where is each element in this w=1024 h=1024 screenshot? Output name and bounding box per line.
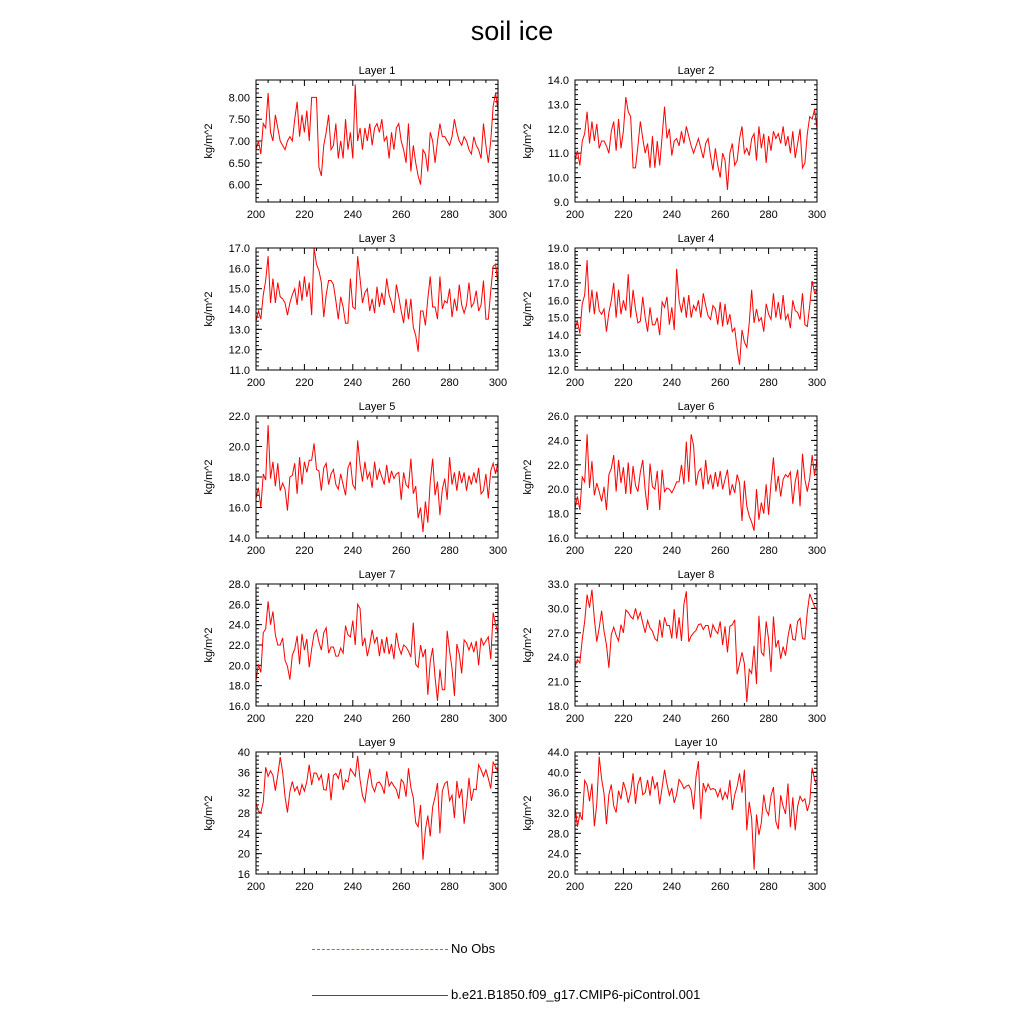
series-line <box>256 248 498 352</box>
x-tick-label: 240 <box>662 713 681 725</box>
y-tick-label: 12.0 <box>228 344 250 357</box>
x-tick-label: 260 <box>392 545 411 557</box>
y-tick-label: 9.0 <box>553 197 569 209</box>
y-axis-label: kg/m^2 <box>203 123 215 159</box>
x-tick-label: 280 <box>759 713 778 725</box>
x-tick-label: 200 <box>246 713 266 725</box>
x-tick-label: 300 <box>488 713 508 725</box>
panel-title: Layer 8 <box>677 569 715 581</box>
x-tick-label: 300 <box>488 209 508 221</box>
y-tick-label: 14.0 <box>228 533 250 545</box>
x-tick-label: 280 <box>759 881 778 893</box>
panel-3 <box>203 233 507 389</box>
y-tick-label: 28 <box>237 808 250 820</box>
x-tick-label: 200 <box>246 209 266 221</box>
x-tick-label: 240 <box>343 377 362 389</box>
x-tick-label: 280 <box>440 881 459 893</box>
y-tick-label: 14.0 <box>228 304 250 316</box>
panel-title: Layer 4 <box>677 233 715 245</box>
series-line <box>575 97 817 190</box>
plot-frame <box>575 416 817 538</box>
panel-8 <box>522 569 826 725</box>
x-tick-label: 240 <box>662 545 681 557</box>
x-tick-label: 220 <box>295 713 314 725</box>
y-tick-label: 13.0 <box>228 324 250 337</box>
plot-frame <box>256 584 498 706</box>
panel-title: Layer 3 <box>358 233 396 245</box>
x-tick-label: 200 <box>565 713 585 725</box>
y-tick-label: 18.0 <box>547 508 569 521</box>
x-tick-label: 280 <box>440 209 459 221</box>
y-tick-label: 21.0 <box>547 676 569 689</box>
y-tick-label: 26.0 <box>547 411 569 423</box>
y-tick-label: 10.0 <box>547 172 569 185</box>
y-axis-label: kg/m^2 <box>203 627 215 663</box>
y-tick-label: 22.0 <box>228 411 250 423</box>
y-axis-label: kg/m^2 <box>522 291 534 327</box>
y-tick-label: 20.0 <box>228 660 250 673</box>
x-tick-label: 200 <box>565 545 585 557</box>
x-tick-label: 220 <box>295 881 314 893</box>
y-tick-label: 40.0 <box>547 767 569 780</box>
x-tick-label: 300 <box>807 209 827 221</box>
x-tick-label: 220 <box>295 209 314 221</box>
y-tick-label: 27.0 <box>547 627 569 640</box>
y-tick-label: 33.0 <box>547 579 569 591</box>
y-tick-label: 20.0 <box>547 869 569 881</box>
y-tick-label: 24.0 <box>228 619 250 632</box>
x-tick-label: 240 <box>662 209 681 221</box>
series-line <box>256 601 498 701</box>
panel-title: Layer 1 <box>358 65 396 77</box>
y-tick-label: 6.00 <box>228 179 250 192</box>
legend-simulation-label: b.e21.B1850.f09_g17.CMIP6-piControl.001 <box>451 987 701 1002</box>
y-tick-label: 8.00 <box>228 92 250 105</box>
y-tick-label: 18.0 <box>228 680 250 693</box>
plot-frame <box>575 584 817 706</box>
y-tick-label: 40 <box>237 747 250 759</box>
x-tick-label: 300 <box>488 545 508 557</box>
plot-frame <box>575 752 817 874</box>
legend-no-obs-line <box>312 949 448 950</box>
series-line <box>256 84 498 184</box>
y-tick-label: 16 <box>237 869 250 881</box>
x-tick-label: 300 <box>807 881 827 893</box>
panel-10 <box>522 737 826 893</box>
x-tick-label: 260 <box>392 713 411 725</box>
x-tick-label: 220 <box>614 209 633 221</box>
y-axis-label: kg/m^2 <box>522 795 534 831</box>
chart-title: soil ice <box>470 16 554 46</box>
y-tick-label: 24.0 <box>547 435 569 448</box>
x-tick-label: 280 <box>440 377 459 389</box>
x-tick-label: 200 <box>565 377 585 389</box>
y-axis-label: kg/m^2 <box>522 627 534 663</box>
y-tick-label: 17.0 <box>228 243 250 255</box>
y-tick-label: 44.0 <box>547 747 569 759</box>
x-tick-label: 280 <box>759 377 778 389</box>
panel-title: Layer 10 <box>674 737 718 749</box>
y-tick-label: 28.0 <box>547 828 569 841</box>
y-tick-label: 16.0 <box>547 533 569 545</box>
x-tick-label: 300 <box>488 377 508 389</box>
panel-title: Layer 7 <box>358 569 396 581</box>
x-tick-label: 300 <box>807 377 827 389</box>
y-tick-label: 6.50 <box>228 157 250 170</box>
x-tick-label: 280 <box>759 545 778 557</box>
y-tick-label: 14.0 <box>547 330 569 343</box>
panel-1 <box>203 65 507 221</box>
x-tick-label: 200 <box>565 881 585 893</box>
x-tick-label: 260 <box>392 377 411 389</box>
legend-simulation-line <box>312 995 448 996</box>
y-tick-label: 28.0 <box>228 579 250 591</box>
x-tick-label: 300 <box>807 713 827 725</box>
panel-4 <box>522 233 826 389</box>
y-tick-label: 36.0 <box>547 787 569 800</box>
y-tick-label: 13.0 <box>547 99 569 112</box>
y-tick-label: 7.00 <box>228 136 250 148</box>
x-tick-label: 200 <box>565 209 585 221</box>
y-tick-label: 11.0 <box>229 365 250 377</box>
y-tick-label: 15.0 <box>228 283 250 296</box>
y-tick-label: 26.0 <box>228 599 250 612</box>
x-tick-label: 260 <box>711 881 730 893</box>
x-tick-label: 240 <box>343 713 362 725</box>
y-tick-label: 16.0 <box>228 263 250 276</box>
y-tick-label: 30.0 <box>547 603 569 616</box>
y-tick-label: 20.0 <box>228 441 250 454</box>
y-tick-label: 20 <box>237 848 250 861</box>
y-tick-label: 15.0 <box>547 312 569 325</box>
y-tick-label: 22.0 <box>228 640 250 652</box>
y-axis-label: kg/m^2 <box>203 795 215 831</box>
y-tick-label: 12.0 <box>547 365 569 377</box>
series-line <box>256 425 498 532</box>
panel-title: Layer 2 <box>677 65 715 77</box>
panel-9 <box>203 737 507 893</box>
x-tick-label: 200 <box>246 545 266 557</box>
x-tick-label: 280 <box>440 713 459 725</box>
panel-6 <box>522 401 826 557</box>
y-tick-label: 18.0 <box>547 701 569 713</box>
y-tick-label: 12.0 <box>547 123 569 136</box>
x-tick-label: 260 <box>392 881 411 893</box>
x-tick-label: 240 <box>662 377 681 389</box>
panel-title: Layer 6 <box>677 401 715 413</box>
x-tick-label: 280 <box>440 545 459 557</box>
x-tick-label: 220 <box>614 545 633 557</box>
y-tick-label: 20.0 <box>547 484 569 497</box>
x-tick-label: 220 <box>614 377 633 389</box>
panel-title: Layer 9 <box>358 737 396 749</box>
x-tick-label: 240 <box>662 881 681 893</box>
x-tick-label: 220 <box>295 545 314 557</box>
x-tick-label: 220 <box>614 713 633 725</box>
y-tick-label: 7.50 <box>228 114 250 127</box>
x-tick-label: 300 <box>488 881 508 893</box>
x-tick-label: 260 <box>711 209 730 221</box>
x-tick-label: 240 <box>343 545 362 557</box>
series-line <box>256 756 498 860</box>
y-tick-label: 16.0 <box>228 502 250 515</box>
y-axis-label: kg/m^2 <box>522 459 534 495</box>
y-tick-label: 11.0 <box>548 148 569 161</box>
x-tick-label: 220 <box>295 377 314 389</box>
series-line <box>575 757 817 870</box>
y-tick-label: 22.0 <box>547 459 569 472</box>
x-tick-label: 300 <box>807 545 827 557</box>
plot-frame <box>256 248 498 370</box>
y-tick-label: 32 <box>237 787 250 800</box>
y-axis-label: kg/m^2 <box>203 291 215 327</box>
y-axis-label: kg/m^2 <box>522 123 534 159</box>
legend-no-obs-label: No Obs <box>451 941 496 956</box>
y-tick-label: 14.0 <box>547 75 569 87</box>
series-line <box>575 260 817 365</box>
panel-7 <box>203 569 507 725</box>
x-tick-label: 240 <box>343 881 362 893</box>
y-tick-label: 18.0 <box>547 260 569 273</box>
panel-2 <box>522 65 826 221</box>
y-tick-label: 24.0 <box>547 652 569 665</box>
y-tick-label: 16.0 <box>547 295 569 308</box>
y-tick-label: 17.0 <box>547 277 569 290</box>
x-tick-label: 260 <box>711 545 730 557</box>
x-tick-label: 200 <box>246 881 266 893</box>
y-tick-label: 24 <box>237 828 250 841</box>
y-tick-label: 13.0 <box>547 347 569 360</box>
series-line <box>575 434 817 530</box>
x-tick-label: 240 <box>343 209 362 221</box>
x-tick-label: 220 <box>614 881 633 893</box>
y-axis-label: kg/m^2 <box>203 459 215 495</box>
series-line <box>575 590 817 702</box>
y-tick-label: 24.0 <box>547 848 569 861</box>
x-tick-label: 280 <box>759 209 778 221</box>
panel-title: Layer 5 <box>358 401 396 413</box>
y-tick-label: 16.0 <box>228 701 250 713</box>
x-tick-label: 260 <box>392 209 411 221</box>
y-tick-label: 32.0 <box>547 808 569 820</box>
x-tick-label: 260 <box>711 713 730 725</box>
y-tick-label: 36 <box>237 767 250 780</box>
plot-frame <box>256 752 498 874</box>
x-tick-label: 200 <box>246 377 266 389</box>
y-tick-label: 18.0 <box>228 472 250 484</box>
panel-5 <box>203 401 507 557</box>
y-tick-label: 19.0 <box>547 243 569 255</box>
x-tick-label: 260 <box>711 377 730 389</box>
